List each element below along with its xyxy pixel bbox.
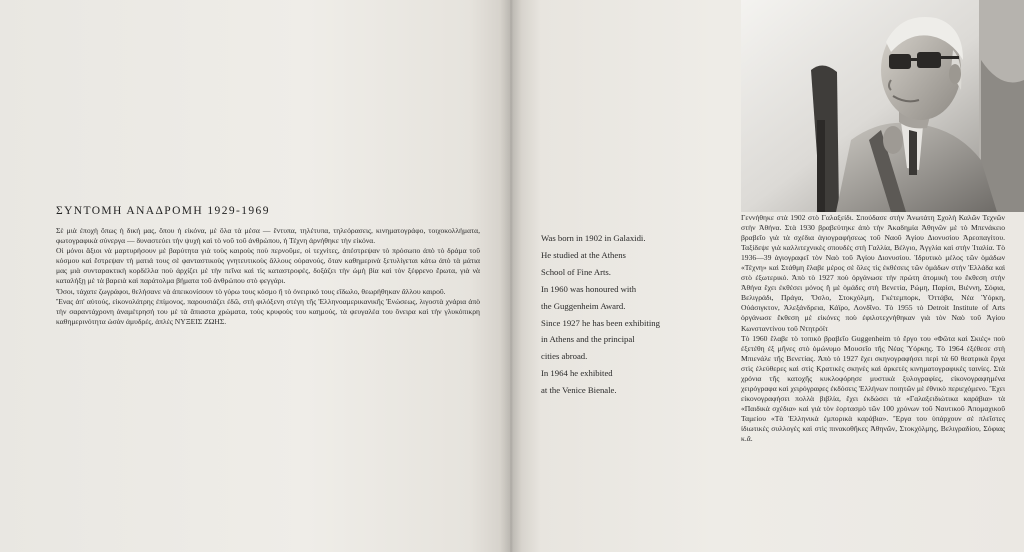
intro-paragraph: Ὅσοι, τάχατε ζωγράφοι, θελήσανε νὰ ἀπεικονίσουν τὸ γύρω τους κόσμο ἢ τὸ ὀνειρικό τους εἴδωλο, θεωρήθηκαν ἄλλου καιροῦ. (56, 286, 446, 296)
english-bio-line: School of Fine Arts. (541, 266, 611, 277)
english-bio-line: at the Venice Bienale. (541, 385, 617, 396)
book-gutter (500, 0, 522, 552)
left-page (0, 0, 510, 552)
introduction-text (56, 226, 480, 327)
intro-paragraph: Οἱ μόνοι ἄξιοι νὰ μαρτυρήσουν μὲ βαρύτητα γιὰ τοὺς καιροὺς ποὺ περνοῦμε, οἱ τεχνίτες, ἀπέστρεψαν τὸ πρόσωπο ἀπὸ τὸ δράμα τοῦ κόσμου καὶ ἔστρεψαν τὴ ματιά τους σὲ φανταστικοὺς γνητευτικοὺς ἄλλους οὐρανούς, ὅταν καθημερινὰ ξετυλίγεται κάτω ἀπὸ τὰ μάτια μας μιὰ συνταρακτικὴ κορδέλλα ποὺ ἀρχίζει μὲ τὴν πεῖνα καὶ τὶς καταστροφές, δοξάζει τὴν ὠμὴ βία καὶ τὸν ξέφρενο ἔρωτα, γιὰ νὰ καταλήξῃ μὲ τὰ βαρειὰ καὶ παράτολμα βήματα τοῦ ἀνθρώπου στὸ φεγγάρι. (56, 246, 480, 286)
greek-bio-paragraph: Τὸ 1960 ἔλαβε τὸ τοπικὸ βραβεῖο Guggenheim τὸ ἔργο του «Φῶτα καὶ Σκιές» ποὺ ἐξετέθη ἐξ μῆνες στὸ ὁμώνυμο Μουσεῖο τῆς Νέας Ὑόρκης. Τὸ 1964 ἐξέθεσε στὴ Μπιενάλε τῆς Βενετίας. Ἀπὸ τὸ 1927 ἔχει σκηνογραφήσει περὶ τὰ 60 θεατρικὰ ἔργα στὶς ἐλεύθερες καὶ στὶς Κρατικὲς σκηνὲς καὶ ἀρκετὲς κινηματογραφικὲς ταινίες. Στὰ χρόνια τῆς κατοχῆς κυκλοφόρησε μυστικὰ ξυλογραφίες, εἰκονογραφημένα χειρόγραφα καὶ χειρόγραφες ἐκδόσεις Ἑλλήνων ποιητῶν μὲ ἐθνικὸ περιεχόμενο. Ἔχει εἰκονογραφήσει πολλὰ βιβλία, ἔχει ἐκδώσει τὰ «Γαλαξειδιώτικα καράβια» τὰ «Παιδικὰ σχέδια» καὶ γιὰ τὸν ἑορτασμὸ τῶν 100 χρόνων τοῦ Ναυτικοῦ Ἀπομαχικοῦ Ταμείου «Τὰ Ἑλληνικὰ ἐμπορικὰ καράβια». Ἔργα του ὑπάρχουν σὲ πλεῖστες ἰδιωτικὲς συλλογὲς καὶ στὶς πινακοθῆκες Ἀθηνῶν, Στοκχόλμης, Βελιγραδίου, Σόφιας κ.ἄ. (741, 333, 1005, 444)
english-bio-line: the Guggenheim Award. (541, 300, 626, 311)
greek-bio-paragraph: Γεννήθηκε στὰ 1902 στὸ Γαλαξείδι. Σπούδασε στὴν Ἀνωτάτη Σχολὴ Καλῶν Τεχνῶν στὴν Ἀθήνα. Στὰ 1930 βραβεύτηκε ἀπὸ τὴν Ἀκαδημία Ἀθηνῶν μὲ τὸ Μπενάκειο βραβεῖο γιὰ τὰ σχέδια ἁγιογραφήσεως τοῦ Ναοῦ Ἁγίου Διονυσίου Ἀρεοπαγίτου. Ταξίδεψε γιὰ καλλιτεχνικὲς σπουδὲς στὴ Γαλλία, Βέλγιο, Ἀγγλία καὶ στὴν Ἰταλία. Τὸ 1936—39 ἁγιογραφεῖ τὸν Ναὸ τοῦ Ἁγίου Διονυσίου. Ἱδρυτικὸ μέλος τῶν ὁμάδων «Τέχνη» καὶ Στάθμη ἔλαβε μέρος σὲ ὅλες τὶς ἐκθέσεις τῶν ὁμάδων στὴν Ἑλλάδα καὶ στὸ ἐξωτερικό. Ἀπὸ τὸ 1927 ποὺ ὀργάνωσε τὴν πρώτη ἀτομικὴ του ἔκθεση στὴν Ἀθήνα ἔχει ἐκθέσει μόνος ἢ μὲ ὁμάδες στὴ Βενετία, Ρώμη, Παρίσι, Βιέννη, Σόφια, Βελιγράδι, Πράγα, Ὄσλο, Στοκχόλμη, Γκέτεμπορκ, Ὀττάβα, Νέα Ὑόρκη, Οὐάσιγκτον, Ἀλεξάνδρεια, Κάϊρο, Λονδῖνο. Τὸ 1955 τὸ Detroit Institute of Arts ὀργάνωσε ἔκθεση μὲ εἰκόνες ποὺ ἐφιλοτεχνήθηκαν γιὰ τὸν Ναὸ τοῦ Ἁγίου Κωνσταντίνου τοῦ Ντητρόϊτ (741, 213, 1005, 333)
english-bio-line: In 1964 he exhibited (541, 368, 613, 379)
intro-paragraph: Ἕνας ἀπ' αὐτούς, εἰκονολάτρης ἐπίμονος, παρουσιάζει ἐδῶ, στὴ φιλόξενη στέγη τῆς Ἑλληνοαμερικανικῆς Ἑνώσεως, λιγοστὰ χνάρια ἀπὸ τὴν σαραντάχρονη ἀναμέτρησή του μὲ τὰ ἄπιαστα χρώματα, τοὺς κρυφοὺς του καημούς, τὰ φευγαλέα του ὄνειρα καὶ τὴν γλυκόπικρη καθημερινότητα ὡσὰν ἀμυδρές, ἁπλὲς ΝΥΞΕΙΣ ΖΩΗΣ. (56, 296, 480, 326)
english-bio-line: He studied at the Athens (541, 249, 626, 260)
intro-paragraph: Σὲ μιὰ ἐποχὴ ὅπως ἡ δική μας, ὅπου ἡ εἰκόνα, μὲ ὅλα τὰ μέσα — ἔντυπα, τηλέτυπα, τηλεόρασεις, κινηματογράφο, τοιχοκολλήματα, φωτογραφικὰ σύνεργα — δυναστεύει τὴν ψυχὴ καὶ τὸ νοῦ τοῦ ἀνθρώπου, ἡ Τέχνη ἀρνήθηκε τὴν εἰκόνα. (56, 226, 480, 246)
english-bio-line: Since 1927 he has been exhibiting (541, 317, 660, 328)
english-bio-line: In 1960 was honoured with (541, 283, 637, 294)
english-bio-line: in Athens and the principal (541, 334, 635, 345)
english-biography (541, 230, 721, 399)
english-bio-line: Was born in 1902 in Galaxidi. (541, 233, 646, 243)
portrait-photo-illustration (741, 0, 1024, 212)
portrait-photo (741, 0, 1024, 212)
retrospective-title: ΣΥΝΤΟΜΗ ΑΝΑΔΡΟΜΗ 1929-1969 (56, 205, 270, 217)
english-bio-line: cities abroad. (541, 351, 588, 362)
greek-biography (741, 213, 1005, 444)
